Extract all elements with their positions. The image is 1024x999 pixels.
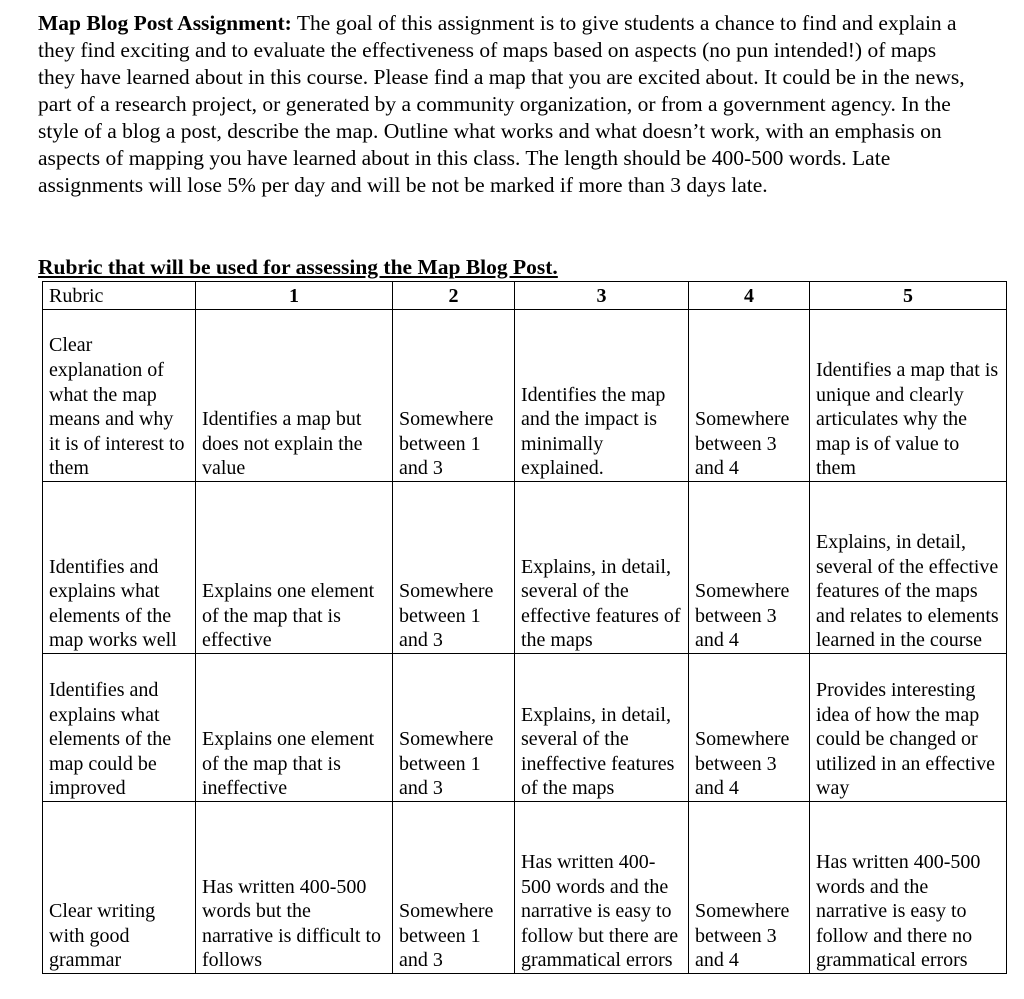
score-4-cell: Somewhere between 3 and 4 bbox=[689, 482, 810, 654]
score-3-cell: Has written 400-500 words and the narrative is easy to follow but there are grammatical errors bbox=[515, 802, 689, 974]
score-5-cell: Has written 400-500 words and the narrative is easy to follow and there no grammatical errors bbox=[810, 802, 1007, 974]
score-5-cell: Explains, in detail, several of the effective features of the maps and relates to elements learned in the course bbox=[810, 482, 1007, 654]
assignment-description bbox=[38, 10, 978, 199]
score-4-cell: Somewhere between 3 and 4 bbox=[689, 310, 810, 482]
score-4-cell: Somewhere between 3 and 4 bbox=[689, 802, 810, 974]
header-rubric: Rubric bbox=[43, 282, 196, 310]
score-1-cell: Explains one element of the map that is ineffective bbox=[196, 654, 393, 802]
score-2-cell: Somewhere between 1 and 3 bbox=[393, 310, 515, 482]
header-score-4: 4 bbox=[689, 282, 810, 310]
table-row bbox=[43, 802, 1007, 974]
table-row bbox=[43, 310, 1007, 482]
score-3-cell: Explains, in detail, several of the effective features of the maps bbox=[515, 482, 689, 654]
criterion-cell: Identifies and explains what elements of the map could be improved bbox=[43, 654, 196, 802]
criterion-cell: Clear explanation of what the map means and why it is of interest to them bbox=[43, 310, 196, 482]
header-score-2: 2 bbox=[393, 282, 515, 310]
score-5-cell: Identifies a map that is unique and clearly articulates why the map is of value to them bbox=[810, 310, 1007, 482]
score-5-cell: Provides interesting idea of how the map could be changed or utilized in an effective way bbox=[810, 654, 1007, 802]
rubric-title: Rubric that will be used for assessing the Map Blog Post. bbox=[38, 255, 558, 279]
score-4-cell: Somewhere between 3 and 4 bbox=[689, 654, 810, 802]
score-1-cell: Has written 400-500 words but the narrative is difficult to follows bbox=[196, 802, 393, 974]
score-2-cell: Somewhere between 1 and 3 bbox=[393, 802, 515, 974]
header-score-5: 5 bbox=[810, 282, 1007, 310]
score-1-cell: Identifies a map but does not explain the value bbox=[196, 310, 393, 482]
header-score-1: 1 bbox=[196, 282, 393, 310]
table-row bbox=[43, 482, 1007, 654]
score-2-cell: Somewhere between 1 and 3 bbox=[393, 654, 515, 802]
score-3-cell: Explains, in detail, several of the ineffective features of the maps bbox=[515, 654, 689, 802]
score-2-cell: Somewhere between 1 and 3 bbox=[393, 482, 515, 654]
assignment-heading: Map Blog Post Assignment: bbox=[38, 11, 292, 35]
score-3-cell: Identifies the map and the impact is minimally explained. bbox=[515, 310, 689, 482]
assignment-body: The goal of this assignment is to give students a chance to find and explain a they find exciting and to evaluate the effectiveness of maps based on aspects (no pun intended!) of maps they have learned about in this course. Please find a map that you are excited about. It could be in the news, part of a research project, or generated by a community organization, or from a government agency. In the style of a blog a post, describe the map. Outline what works and what doesn’t work, with an emphasis on aspects of mapping you have learned about in this class. The length should be 400-500 words. Late assignments will lose 5% per day and will be not be marked if more than 3 days late. bbox=[38, 11, 965, 197]
rubric-table bbox=[42, 281, 1007, 974]
criterion-cell: Clear writing with good grammar bbox=[43, 802, 196, 974]
rubric-header-row bbox=[43, 282, 1007, 310]
criterion-cell: Identifies and explains what elements of the map works well bbox=[43, 482, 196, 654]
table-row bbox=[43, 654, 1007, 802]
header-score-3: 3 bbox=[515, 282, 689, 310]
score-1-cell: Explains one element of the map that is effective bbox=[196, 482, 393, 654]
